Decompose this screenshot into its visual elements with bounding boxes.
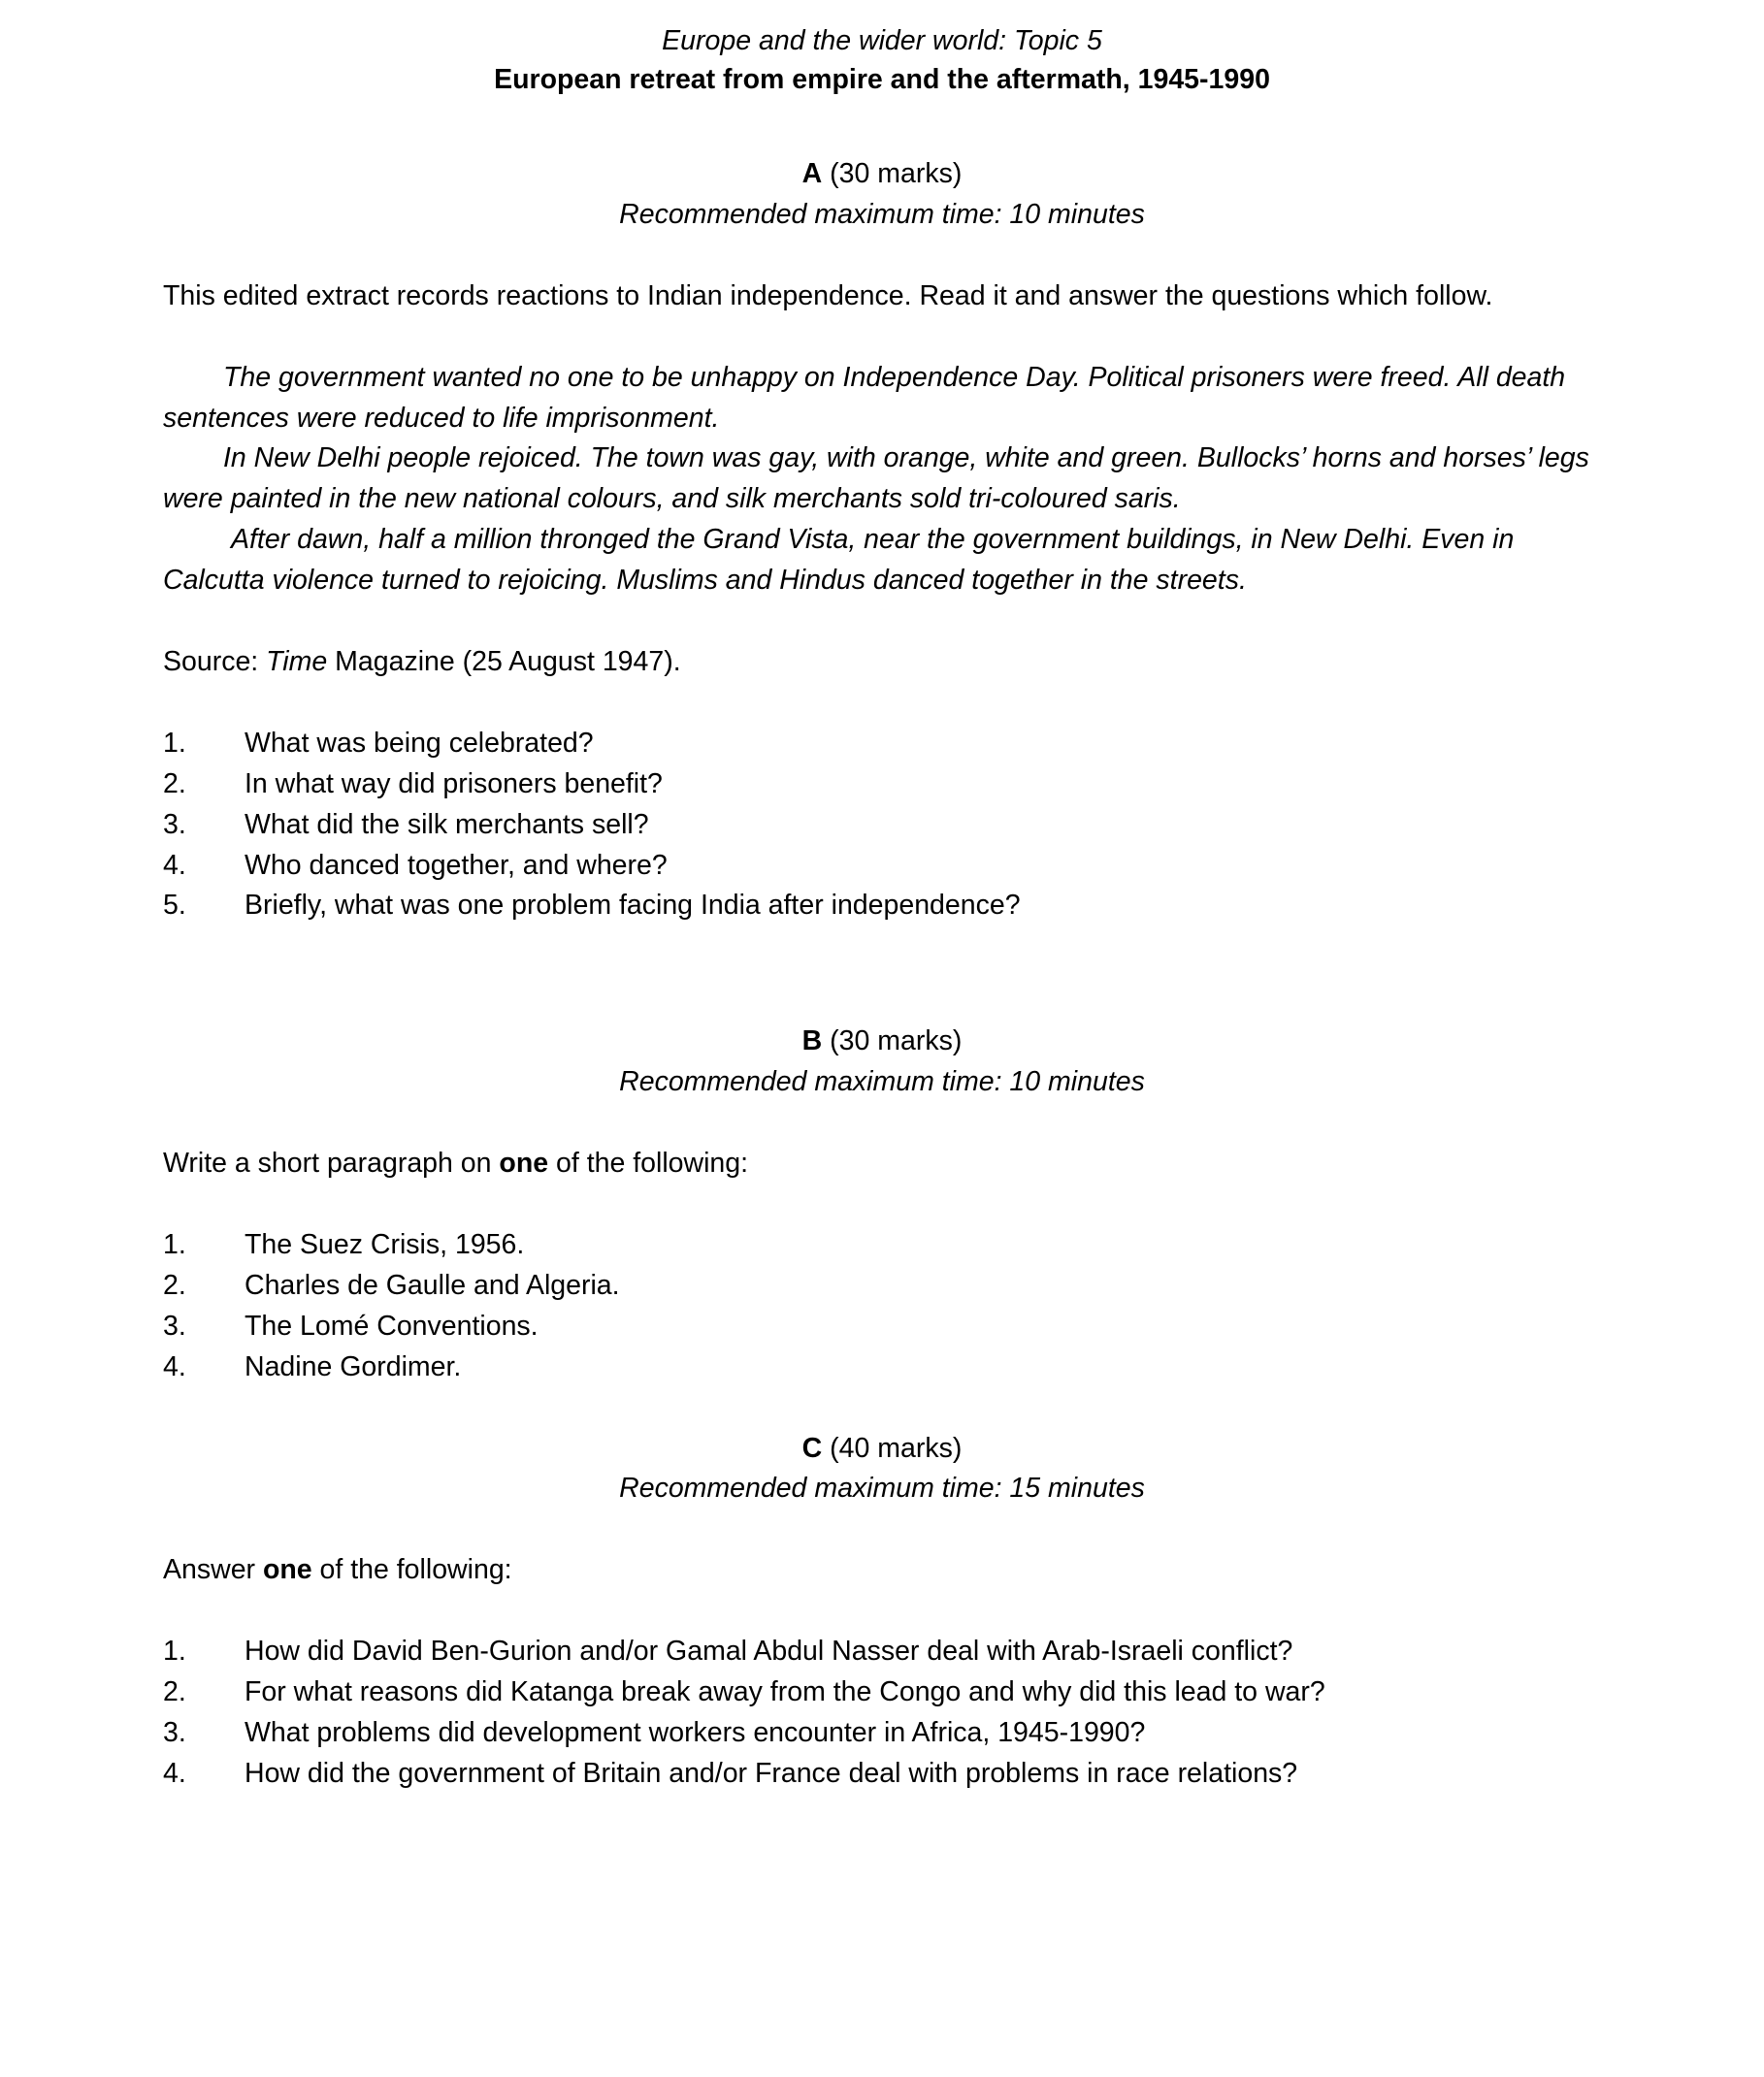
item-text: The Suez Crisis, 1956. — [245, 1228, 525, 1260]
instruction-emphasis: one — [262, 1554, 312, 1586]
list-item — [163, 1266, 1601, 1307]
spacer — [163, 683, 1601, 724]
item-number: 3. — [163, 1716, 186, 1748]
item-text: What did the silk merchants sell? — [245, 808, 649, 840]
spacer — [163, 981, 1601, 1022]
item-number: 4. — [163, 849, 186, 881]
list-item — [163, 1347, 1601, 1388]
item-number: 4. — [163, 1350, 186, 1382]
instruction-prefix: Answer — [163, 1554, 263, 1586]
section-b-marks: (30 marks) — [830, 1025, 963, 1057]
section-c-letter: C — [801, 1432, 823, 1464]
item-text: The Lomé Conventions. — [245, 1310, 539, 1342]
section-c-time: Recommended maximum time: 15 minutes — [619, 1473, 1145, 1505]
section-a-heading — [163, 154, 1601, 195]
extract-paragraph: In New Delhi people rejoiced. The town was gay, with orange, white and green. Bullocks’ horns and horses’ legs were painted in the new national colours, and silk merchants sold tri-coloured saris. — [163, 442, 1589, 515]
source-publication: Time — [266, 645, 328, 677]
item-text: How did David Ben-Gurion and/or Gamal Abdul Nasser deal with Arab-Israeli conflict? — [245, 1636, 1293, 1668]
section-a-question-list — [163, 724, 1601, 926]
spacer — [163, 1591, 1601, 1632]
spacer — [163, 926, 1601, 981]
spacer — [163, 236, 1601, 276]
section-a-marks: (30 marks) — [830, 157, 963, 189]
list-item — [163, 805, 1601, 846]
section-c-instruction — [163, 1550, 1601, 1591]
item-number: 5. — [163, 890, 186, 922]
source-prefix: Source: — [163, 645, 267, 677]
document-body — [163, 21, 1601, 1795]
list-item — [163, 1713, 1601, 1754]
section-a-extract — [163, 358, 1601, 601]
item-text: Nadine Gordimer. — [245, 1350, 462, 1382]
list-item — [163, 724, 1601, 764]
extract-paragraph: The government wanted no one to be unhappy on Independence Day. Political prisoners were freed. All death sentences were reduced to life imprisonment. — [163, 361, 1566, 434]
spacer — [163, 1185, 1601, 1225]
spacer — [163, 1103, 1601, 1144]
spacer — [163, 1509, 1601, 1550]
item-text: In what way did prisoners benefit? — [245, 767, 663, 799]
item-text: Briefly, what was one problem facing India after independence? — [245, 890, 1021, 922]
section-b-time: Recommended maximum time: 10 minutes — [619, 1066, 1145, 1098]
item-text: Who danced together, and where? — [245, 849, 668, 881]
list-item — [163, 846, 1601, 887]
topic-line: Europe and the wider world: Topic 5 — [662, 25, 1102, 56]
item-number: 3. — [163, 1310, 186, 1342]
item-number: 1. — [163, 1636, 186, 1668]
instruction-prefix: Write a short paragraph on — [163, 1148, 500, 1180]
item-number: 4. — [163, 1757, 186, 1789]
item-text: What was being celebrated? — [245, 727, 594, 759]
instruction-emphasis: one — [499, 1148, 549, 1180]
item-number: 2. — [163, 1269, 186, 1301]
list-item — [163, 886, 1601, 926]
section-b-instruction — [163, 1144, 1601, 1185]
section-a-instruction: This edited extract records reactions to Indian independence. Read it and answer the questions which follow. — [163, 279, 1493, 311]
list-item — [163, 1672, 1601, 1713]
instruction-suffix: of the following: — [311, 1554, 512, 1586]
section-a-time: Recommended maximum time: 10 minutes — [619, 198, 1145, 230]
item-text: What problems did development workers encounter in Africa, 1945-1990? — [245, 1716, 1146, 1748]
spacer — [163, 601, 1601, 642]
list-item — [163, 1632, 1601, 1672]
source-suffix: Magazine (25 August 1947). — [327, 645, 681, 677]
spacer — [163, 100, 1601, 154]
instruction-suffix: of the following: — [548, 1148, 749, 1180]
section-b-letter: B — [801, 1025, 823, 1057]
spacer — [163, 317, 1601, 358]
list-item — [163, 764, 1601, 805]
section-c-heading — [163, 1429, 1601, 1470]
section-a-letter: A — [801, 157, 823, 189]
section-c-question-list — [163, 1632, 1601, 1795]
section-b-question-list — [163, 1225, 1601, 1388]
item-number: 2. — [163, 1676, 186, 1708]
source-line — [163, 642, 1601, 683]
list-item — [163, 1754, 1601, 1795]
list-item — [163, 1225, 1601, 1266]
item-number: 3. — [163, 808, 186, 840]
item-text: Charles de Gaulle and Algeria. — [245, 1269, 620, 1301]
item-text: For what reasons did Katanga break away from the Congo and why did this lead to war? — [245, 1676, 1325, 1708]
section-b-heading — [163, 1022, 1601, 1062]
item-number: 1. — [163, 727, 186, 759]
item-text: How did the government of Britain and/or France deal with problems in race relations? — [245, 1757, 1298, 1789]
section-c-marks: (40 marks) — [830, 1432, 963, 1464]
list-item — [163, 1307, 1601, 1347]
spacer — [163, 1388, 1601, 1429]
item-number: 1. — [163, 1228, 186, 1260]
extract-paragraph: After dawn, half a million thronged the Grand Vista, near the government buildings, in New Delhi. Even in Calcutta violence turned to rejoicing. Muslims and Hindus danced together in the streets. — [163, 524, 1515, 597]
page-title: European retreat from empire and the aftermath, 1945-1990 — [494, 64, 1270, 96]
item-number: 2. — [163, 767, 186, 799]
